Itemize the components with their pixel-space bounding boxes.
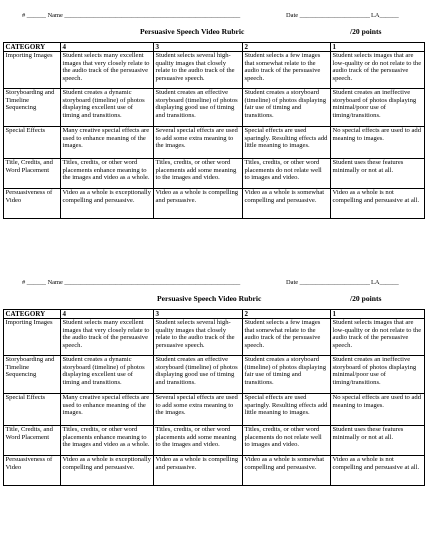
points-label: /20 points: [350, 294, 382, 303]
table-cell: Titles, credits, or other word placements enhance meaning to the images and video as a whole.: [61, 426, 154, 456]
table-cell: Student selects images that are low-quality or do not relate to the audio track of the persuasive speech.: [331, 319, 425, 356]
header-line: [3, 10, 424, 22]
table-cell: Student creates an ineffective storyboard of photos displaying minimal/poor use of timing/transitions.: [331, 89, 425, 127]
table-cell: Several special effects are used to add some extra meaning to the images.: [154, 127, 243, 159]
table-cell: Student creates a storyboard (timeline) of photos displaying fair use of timing and transitions.: [243, 89, 331, 127]
table-cell: Titles, credits, or other word placements do not relate well to images and video.: [243, 159, 331, 189]
table-row: [4, 426, 425, 456]
table-cell: Several special effects are used to add some extra meaning to the images.: [154, 394, 243, 426]
title-line: [3, 289, 424, 309]
table-cell: No special effects are used to add meaning to images.: [331, 127, 425, 159]
table-cell: Video as a whole is compelling and persuasive.: [154, 456, 243, 486]
column-header: 3: [154, 310, 243, 319]
rubric-title: Persuasive Speech Video Rubric: [157, 294, 262, 303]
table-row: [4, 127, 425, 159]
date-field-label: Date ______________________: [286, 279, 370, 286]
category-cell: Persuasiveness of Video: [4, 189, 61, 219]
table-cell: Student selects a few images that somewhat relate to the audio track of the persuasive speech.: [243, 319, 331, 356]
la-field-label: LA______: [371, 12, 399, 19]
table-row: [4, 189, 425, 219]
column-header: 4: [61, 43, 154, 52]
table-cell: Student creates a storyboard (timeline) of photos displaying fair use of timing and transitions.: [243, 356, 331, 394]
rubric-table: [3, 309, 425, 486]
table-cell: Student selects images that are low-quality or do not relate to the audio track of the persuasive speech.: [331, 52, 425, 89]
table-cell: Student selects several high-quality images that closely relate to the audio track of the persuasive speech.: [154, 52, 243, 89]
table-cell: No special effects are used to add meaning to images.: [331, 394, 425, 426]
category-cell: Special Effects: [4, 127, 61, 159]
table-row: [4, 89, 425, 127]
table-row: [4, 456, 425, 486]
category-cell: Persuasiveness of Video: [4, 456, 61, 486]
name-field-label: # ______ Name _______________________________________________________: [22, 12, 241, 19]
table-row: [4, 159, 425, 189]
category-cell: Title, Credits, and Word Placement: [4, 159, 61, 189]
table-cell: Video as a whole is somewhat compelling and persuasive.: [243, 189, 331, 219]
table-row: [4, 356, 425, 394]
table-row: [4, 394, 425, 426]
table-header-row: [4, 310, 425, 319]
table-row: [4, 52, 425, 89]
table-cell: Many creative special effects are used to enhance meaning of the images.: [61, 394, 154, 426]
table-cell: Video as a whole is exceptionally compelling and persuasive.: [61, 456, 154, 486]
la-field-label: LA______: [371, 279, 399, 286]
table-cell: Titles, credits, or other word placements do not relate well to images and video.: [243, 426, 331, 456]
table-cell: Student creates an effective storyboard (timeline) of photos displaying good use of timing and transitions.: [154, 89, 243, 127]
table-cell: Student uses these features minimally or not at all.: [331, 159, 425, 189]
table-cell: Special effects are used sparingly. Resulting effects add little meaning to images.: [243, 394, 331, 426]
table-cell: Video as a whole is compelling and persuasive.: [154, 189, 243, 219]
table-cell: Video as a whole is somewhat compelling and persuasive.: [243, 456, 331, 486]
table-cell: Student uses these features minimally or not at all.: [331, 426, 425, 456]
table-cell: Student selects many excellent images that very closely relate to the audio track of the persuasive speech.: [61, 319, 154, 356]
table-cell: Student selects several high-quality images that closely relate to the audio track of the persuasive speech.: [154, 319, 243, 356]
column-header: 2: [243, 310, 331, 319]
column-header: CATEGORY: [4, 43, 61, 52]
rubric-table: [3, 42, 425, 219]
category-cell: Storyboarding and Timeline Sequencing: [4, 89, 61, 127]
points-label: /20 points: [350, 27, 382, 36]
header-line: [3, 277, 424, 289]
title-line: [3, 22, 424, 42]
table-cell: Student creates an effective storyboard (timeline) of photos displaying good use of timing and transitions.: [154, 356, 243, 394]
table-cell: Many creative special effects are used to enhance meaning of the images.: [61, 127, 154, 159]
category-cell: Title, Credits, and Word Placement: [4, 426, 61, 456]
table-cell: Special effects are used sparingly. Resulting effects add little meaning to images.: [243, 127, 331, 159]
table-row: [4, 319, 425, 356]
table-cell: Student creates a dynamic storyboard (timeline) of photos displaying excellent use of timing and transitions.: [61, 89, 154, 127]
column-header: CATEGORY: [4, 310, 61, 319]
category-cell: Importing Images: [4, 319, 61, 356]
category-cell: Special Effects: [4, 394, 61, 426]
date-field-label: Date ______________________: [286, 12, 370, 19]
table-cell: Titles, credits, or other word placements add some meaning to the images and video.: [154, 426, 243, 456]
table-cell: Student selects many excellent images that very closely relate to the audio track of the persuasive speech.: [61, 52, 154, 89]
table-cell: Student creates an ineffective storyboard of photos displaying minimal/poor use of timing/transitions.: [331, 356, 425, 394]
table-header-row: [4, 43, 425, 52]
name-field-label: # ______ Name _______________________________________________________: [22, 279, 241, 286]
column-header: 4: [61, 310, 154, 319]
table-cell: Video as a whole is exceptionally compelling and persuasive.: [61, 189, 154, 219]
category-cell: Importing Images: [4, 52, 61, 89]
category-cell: Storyboarding and Timeline Sequencing: [4, 356, 61, 394]
table-cell: Titles, credits, or other word placements enhance meaning to the images and video as a whole.: [61, 159, 154, 189]
rubric-sheet-1: [3, 10, 424, 219]
table-cell: Titles, credits, or other word placements add some meaning to the images and video.: [154, 159, 243, 189]
table-cell: Video as a whole is not compelling and persuasive at all.: [331, 189, 425, 219]
rubric-title: Persuasive Speech Video Rubric: [140, 27, 245, 36]
column-header: 1: [331, 310, 425, 319]
column-header: 2: [243, 43, 331, 52]
table-cell: Student creates a dynamic storyboard (timeline) of photos displaying excellent use of timing and transitions.: [61, 356, 154, 394]
column-header: 3: [154, 43, 243, 52]
table-cell: Student selects a few images that somewhat relate to the audio track of the persuasive speech.: [243, 52, 331, 89]
table-cell: Video as a whole is not compelling and persuasive at all.: [331, 456, 425, 486]
rubric-sheet-2: [3, 277, 424, 486]
column-header: 1: [331, 43, 425, 52]
